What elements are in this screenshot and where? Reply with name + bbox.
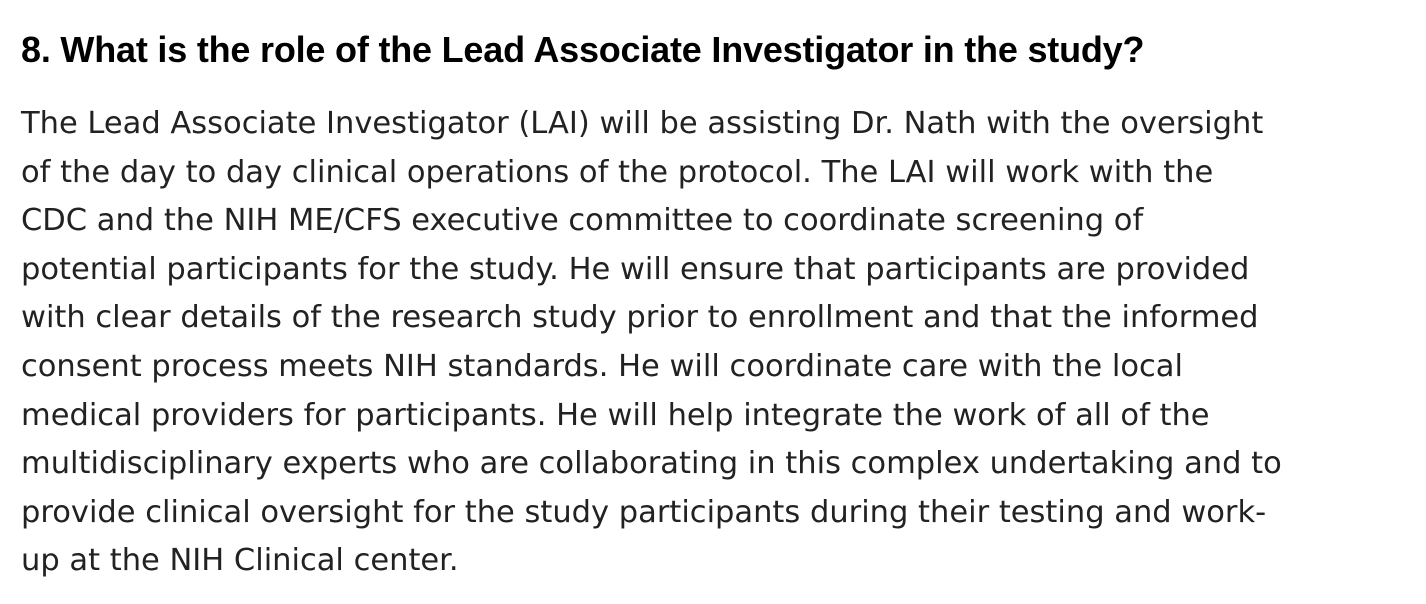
answer-line: CDC and the NIH ME/CFS executive committee to coordinate screening of (21, 203, 1144, 239)
faq-answer (21, 100, 1401, 586)
answer-line: potential participants for the study. He will ensure that participants are provided (21, 251, 1250, 287)
answer-line: consent process meets NIH standards. He will coordinate care with the local (21, 348, 1183, 384)
answer-line: multidisciplinary experts who are collaborating in this complex undertaking and to (21, 446, 1282, 482)
answer-line: provide clinical oversight for the study participants during their testing and work- (21, 494, 1267, 530)
answer-line: medical providers for participants. He will help integrate the work of all of the (21, 397, 1210, 433)
answer-line: with clear details of the research study prior to enrollment and that the informed (21, 300, 1259, 336)
answer-line: up at the NIH Clinical center. (21, 543, 459, 579)
answer-line: The Lead Associate Investigator (LAI) will be assisting Dr. Nath with the oversight (21, 106, 1264, 141)
faq-item (21, 22, 1401, 586)
faq-question: 8. What is the role of the Lead Associate Investigator in the study? (21, 29, 1145, 70)
answer-line: of the day to day clinical operations of the protocol. The LAI will work with the (21, 154, 1214, 190)
